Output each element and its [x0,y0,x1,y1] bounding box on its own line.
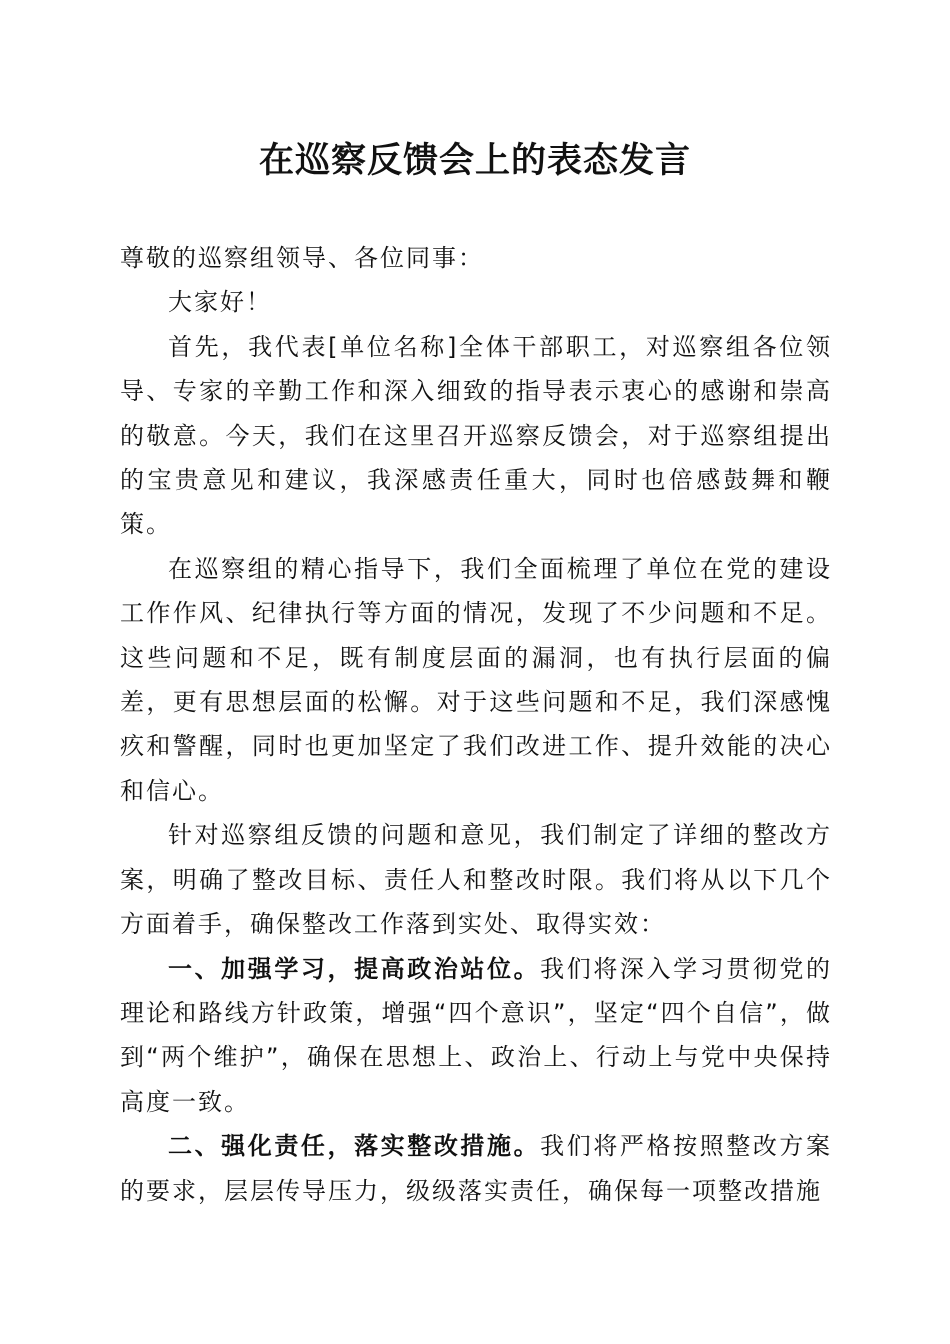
point-responsibility-text: 我们将严格按照整改方案的要求，层层传导压力，级级落实责任，确保每一项整改措施 [120,1132,833,1205]
point-responsibility [120,1124,832,1213]
paragraph-plan: 针对巡察组反馈的问题和意见，我们制定了详细的整改方案，明确了整改目标、责任人和整改时限。我们将从以下几个方面着手，确保整改工作落到实处、取得实效： [120,821,832,939]
paragraph-thanks: 首先，我代表[单位名称]全体干部职工，对巡察组各位领导、专家的辛勤工作和深入细致的指导表示衷心的感谢和崇高的敬意。今天，我们在这里召开巡察反馈会，对于巡察组提出的宝贵意见和建议，我深感责任重大，同时也倍感鼓舞和鞭策。 [120,332,832,539]
point-study [120,947,832,1125]
point-responsibility-lead: 二、强化责任，落实整改措施。 [168,1132,541,1161]
paragraph-review: 在巡察组的精心指导下，我们全面梳理了单位在党的建设工作作风、纪律执行等方面的情况，发现了不少问题和不足。这些问题和不足，既有制度层面的漏洞，也有执行层面的偏差，更有思想层面的松懈。对于这些问题和不足，我们深感愧疚和警醒，同时也更加坚定了我们改进工作、提升效能的决心和信心。 [120,554,832,805]
document-body [120,236,832,1213]
salutation: 尊敬的巡察组领导、各位同事： [120,244,484,272]
point-study-lead: 一、加强学习，提高政治站位。 [168,954,541,983]
point-study-text: 我们将深入学习贯彻党的理论和路线方针政策，增强“四个意识”，坚定“四个自信”，做到“两个维护”，确保在思想上、政治上、行动上与党中央保持高度一致。 [120,954,833,1116]
document-title: 在巡察反馈会上的表态发言 [258,140,691,181]
greeting: 大家好！ [168,288,272,317]
